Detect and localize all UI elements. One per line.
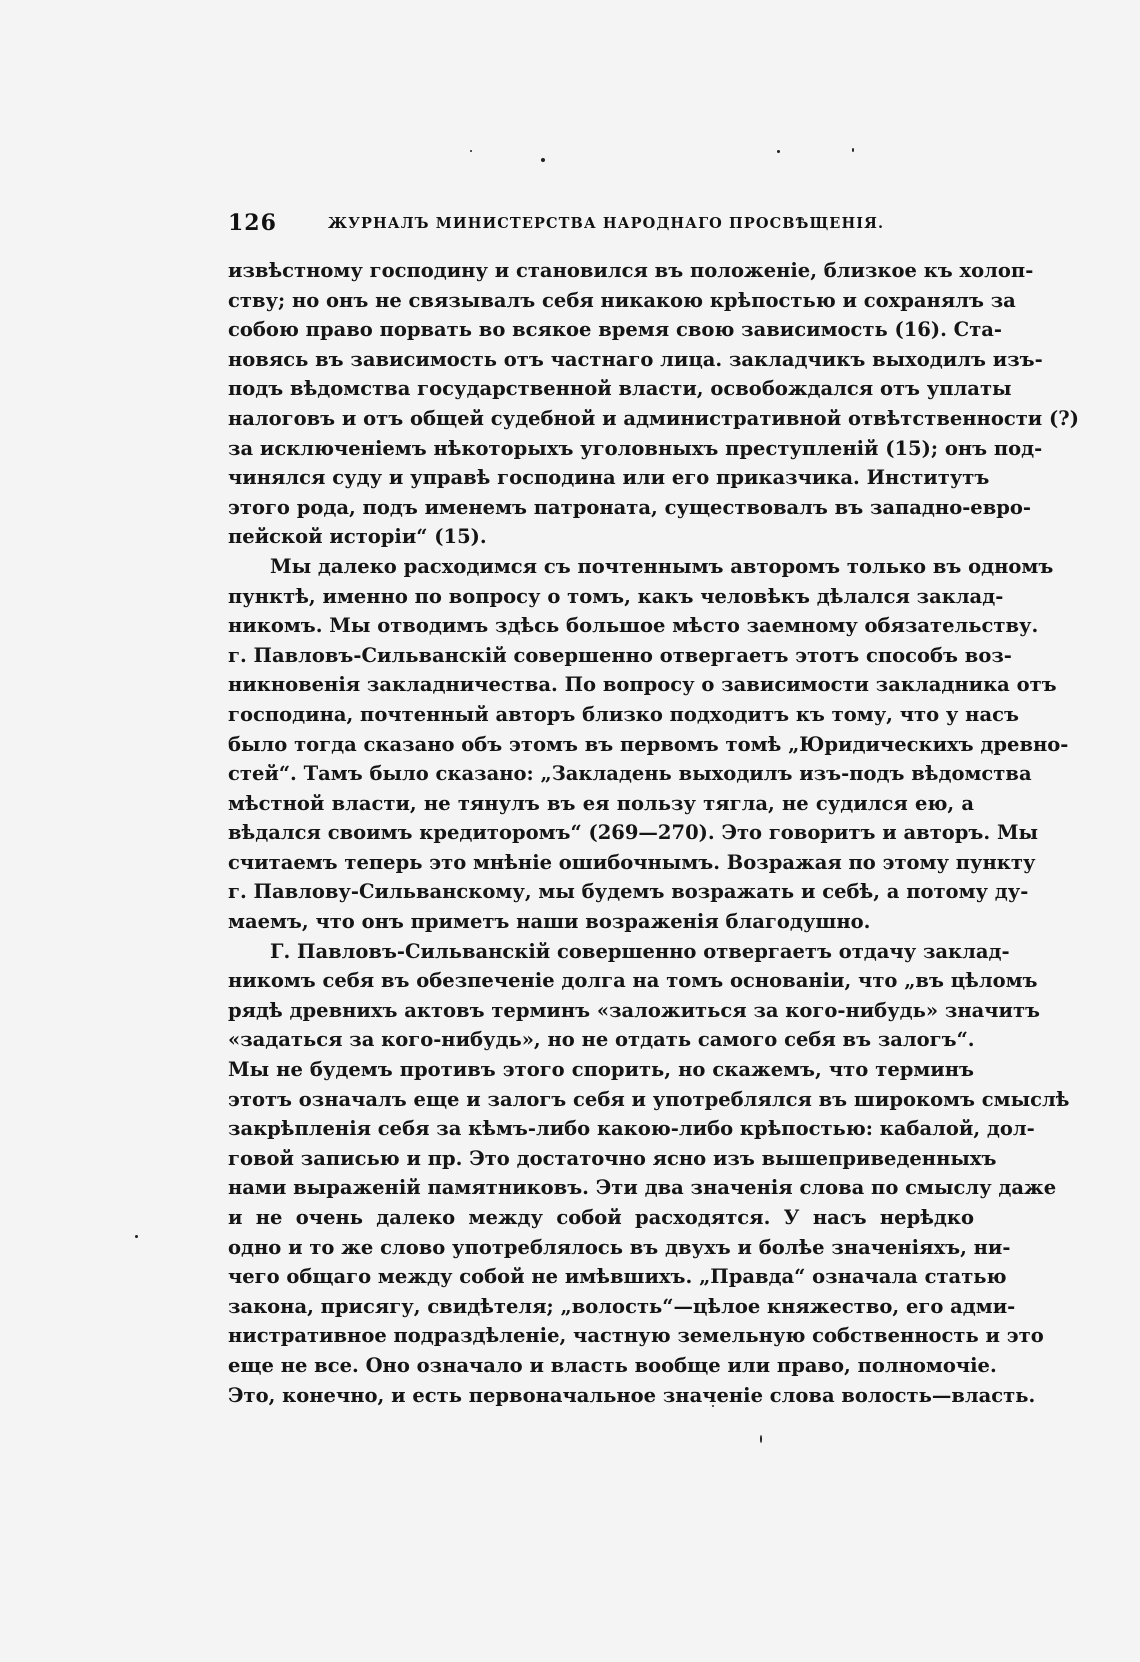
text-line: г. Павлову-Сильванскому, мы будемъ возражать и себѣ, а потому ду- [228, 880, 1029, 904]
text-line: одно и то же слово употреблялось въ двухъ и болѣе значеніяхъ, ни- [228, 1235, 1011, 1259]
text-line: за исключеніемъ нѣкоторыхъ уголовныхъ преступленій (15); онъ под- [228, 436, 1043, 460]
text-line: нами выраженій памятниковъ. Эти два значенія слова по смыслу даже [228, 1176, 1057, 1200]
body-text [228, 256, 1079, 1410]
text-line: «задаться за кого-нибудь», но не отдать самого себя въ залогъ“. [228, 1028, 975, 1052]
text-line: никновенія закладничества. По вопросу о зависимости закладника отъ [228, 673, 1057, 697]
text-line: новясь въ зависимость отъ частнаго лица. закладчикъ выходилъ изъ- [228, 347, 1043, 371]
text-line: Мы не будемъ противъ этого спорить, но скажемъ, что терминъ [228, 1058, 974, 1082]
text-line: считаемъ теперь это мнѣніе ошибочнымъ. Возражая по этому пункту [228, 850, 1036, 874]
text-line: подъ вѣдомства государственной власти, освобождался отъ уплаты [228, 377, 1012, 401]
text-line: чинялся суду и управѣ господина или его приказчика. Институтъ [228, 466, 990, 490]
text-line: пунктѣ, именно по вопросу о томъ, какъ человѣкъ дѣлался заклад- [228, 584, 1004, 608]
text-line: Это, конечно, и есть первоначальное значеніе слова волость—власть. [228, 1383, 1036, 1407]
print-speck [777, 150, 780, 153]
text-line: рядѣ древнихъ актовъ терминъ «заложиться за кого-нибудь» значитъ [228, 998, 1041, 1022]
text-line: нистративное подраздѣленіе, частную земельную собственность и это [228, 1324, 1044, 1348]
text-line: было тогда сказано объ этомъ въ первомъ томѣ „Юридическихъ древно- [228, 732, 1069, 756]
text-line: извѣстному господину и становился въ положеніе, близкое къ холоп- [228, 259, 1034, 282]
text-line: Г. Павловъ-Сильванскій совершенно отвергаетъ отдачу заклад- [270, 939, 1010, 963]
text-line: собою право порвать во всякое время свою зависимость (16). Ста- [228, 318, 1003, 342]
print-speck [760, 1435, 762, 1443]
text-line: налоговъ и отъ общей судебной и административной отвѣтственности (?) [228, 406, 1079, 430]
text-line: стей“. Тамъ было сказано: „Закладень выходилъ изъ-подъ вѣдомства [228, 762, 1032, 786]
text-line: г. Павловъ-Сильванскій совершенно отвергаетъ этотъ способъ воз- [228, 643, 1012, 667]
text-line: пейской исторіи“ (15). [228, 525, 487, 549]
text-line: Мы далеко расходимся съ почтеннымъ авторомъ только въ одномъ [270, 554, 1054, 578]
text-line: этотъ означалъ еще и залогъ себя и употреблялся въ широкомъ смыслѣ [228, 1087, 1070, 1111]
print-speck [541, 158, 545, 162]
text-line: маемъ, что онъ приметъ наши возраженія благодушно. [228, 910, 871, 934]
page-header [228, 210, 974, 240]
text-line: еще не все. Оно означало и власть вообще или право, полномочіе. [228, 1353, 997, 1377]
print-speck [135, 1235, 138, 1238]
text-line: говой записью и пр. Это достаточно ясно изъ вышеприведенныхъ [228, 1146, 997, 1170]
text-line: господина, почтенный авторъ близко подходитъ къ тому, что у насъ [228, 702, 1019, 726]
print-speck [470, 150, 472, 152]
text-line: закрѣпленія себя за кѣмъ-либо какою-либо крѣпостью: кабалой, дол- [228, 1117, 1035, 1141]
text-line: чего общаго между собой не имѣвшихъ. „Правда“ означала статью [228, 1265, 1007, 1289]
text-line: этого рода, подъ именемъ патроната, существовалъ въ западно-евро- [228, 495, 1031, 519]
text-line: мѣстной власти, не тянулъ въ ея пользу тягла, не судился ею, а [228, 791, 974, 815]
page-number: 126 [228, 210, 277, 236]
text-line: никомъ. Мы отводимъ здѣсь большое мѣсто заемному обязательству. [228, 614, 1039, 638]
text-line: вѣдался своимъ кредиторомъ“ (269—270). Это говоритъ и авторъ. Мы [228, 821, 1039, 845]
text-line: и не очень далеко между собой расходятся. У насъ нерѣдко [228, 1206, 974, 1229]
running-title: ЖУРНАЛЪ МИНИСТЕРСТВА НАРОДНАГО ПРОСВѢЩЕНІЯ. [328, 215, 885, 232]
text-line: никомъ себя въ обезпеченіе долга на томъ основаніи, что „въ цѣломъ [228, 969, 1038, 993]
text-line: ству; но онъ не связывалъ себя никакою крѣпостью и сохранялъ за [228, 288, 1016, 312]
print-speck [852, 148, 854, 152]
text-line: закона, присягу, свидѣтеля; „волость“—цѣлое княжество, его адми- [228, 1294, 1016, 1318]
